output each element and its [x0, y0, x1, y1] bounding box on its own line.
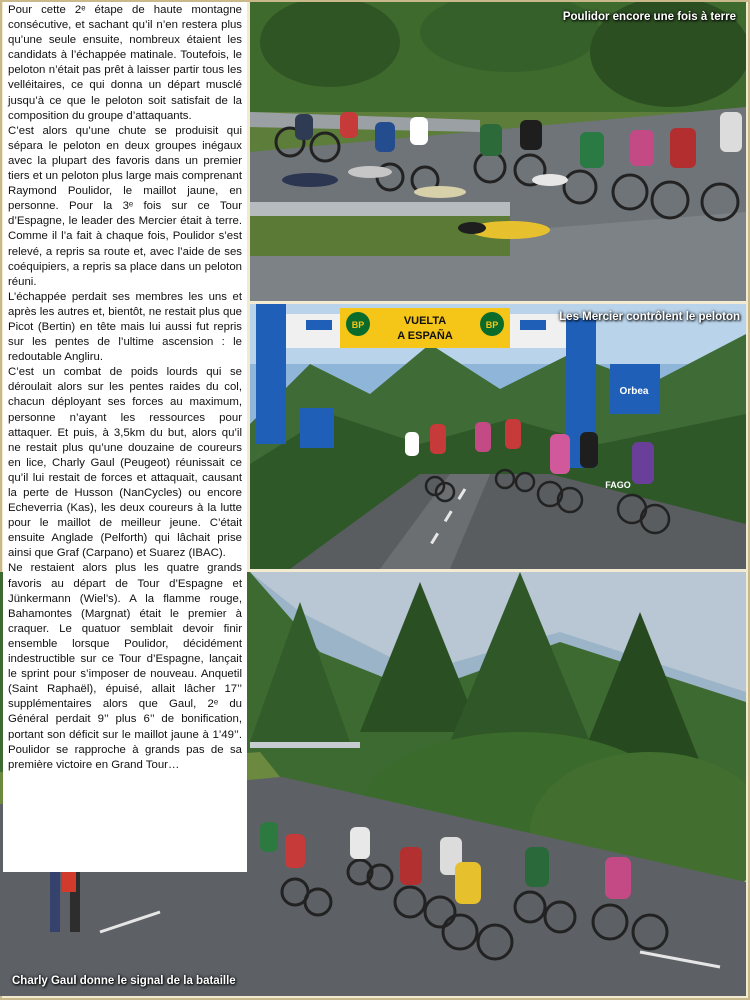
sponsor-left-logo: BP — [351, 320, 365, 330]
article-text-box — [3, 2, 247, 872]
photo-caption: Poulidor encore une fois à terre — [562, 11, 736, 23]
peloton-scene-illustration — [250, 304, 746, 569]
side-brand-sign: Orbea — [619, 386, 649, 397]
sponsor-right-logo: BP — [485, 320, 499, 330]
article-paragraph: C’est un combat de poids lourds qui se déroulait alors sur les pentes raides du col, chacun déployant ses forces au maximum, personne n’ayant les ressources pour attaquer. Et puis, à 3,5km du but, alors qu’il ne restait plus qu’une douzaine de coureurs en lice, Charly Gaul (Peugeot) réunissait ce qu’il lui restait de forces et attaquait, causant la perte de Husson (NanCycles) ou encore Echeverria (Kas), les deux coureurs à la lutte pour le maillot de meilleur jeune. C’était ensuite Anglade (Pelforth) qui lâchait prise ainsi que Graf (Carpano) et Suarez (IBAC). — [8, 366, 242, 560]
photo-caption: Charly Gaul donne le signal de la bataille — [12, 975, 236, 987]
photo-peloton — [250, 304, 746, 569]
photo-caption: Les Mercier contrôlent le peloton — [559, 311, 740, 323]
banner-line-2: A ESPAÑA — [397, 330, 453, 342]
small-brand-sign: FAGO — [605, 480, 631, 490]
photo-crash — [250, 2, 746, 301]
article-paragraph: Ne restaient alors plus les quatre grands favoris au départ de Tour d’Espagne et Jünkermann (Wiel’s). A la flamme rouge, Bahamontes (Margnat) était le premier à craquer. Le quatuor semblait devoir finir ensemble lorsque Poulidor, décidément indestructible sur ce Tour d’Espagne, lançait le sprint pour s’imposer de nouveau. Anquetil (Saint Raphaël), épuisé, allait lâcher 17’’ supplémentaires alors que Gaul, 2ᵉ du Général perdait 9’’ plus 6’’ de bonification, portant son déficit sur le maillot jaune à 1’49’’. Poulidor se rapproche à grands pas de sa première victoire en Grand Tour… — [8, 562, 242, 771]
article-paragraph: Pour cette 2ᵉ étape de haute montagne consécutive, et sachant qu’il n’en restera plus qu’une seule ensuite, nombreux étaient les candidats à l’échappée matinale. Toutefois, le peloton n’était pas prêt à laisser partir tous les velléitaires, ce qui donna un départ musclé jusqu’à ce que le peloton soit satisfait de la composition du groupe d’attaquants. — [8, 4, 242, 122]
banner-line-1: VUELTA — [403, 315, 447, 327]
crash-scene-illustration — [250, 2, 746, 301]
article-paragraph: C’est alors qu’une chute se produisit qui sépara le peloton en deux groupes inégaux avec la plupart des favoris dans un premier tiers et un peloton plus large mais comprenant Raymond Poulidor, le maillot jaune, en personne. Pour la 3ᵉ fois sur ce Tour d’Espagne, le leader des Mercier était à terre. Comme il l’a fait à chaque fois, Poulidor s’est relevé, a repris sa route et, avec l’aide de ses coéquipiers, a repris sa place dans un peloton réuni. — [8, 124, 242, 288]
article-paragraph: L’échappée perdait ses membres les uns et après les autres et, bientôt, ne restait plus que Picot (Bertin) en tête mais lui aussi fut repris sur les pentes de l’ultime ascension : le redoutable Angliru. — [8, 290, 242, 364]
